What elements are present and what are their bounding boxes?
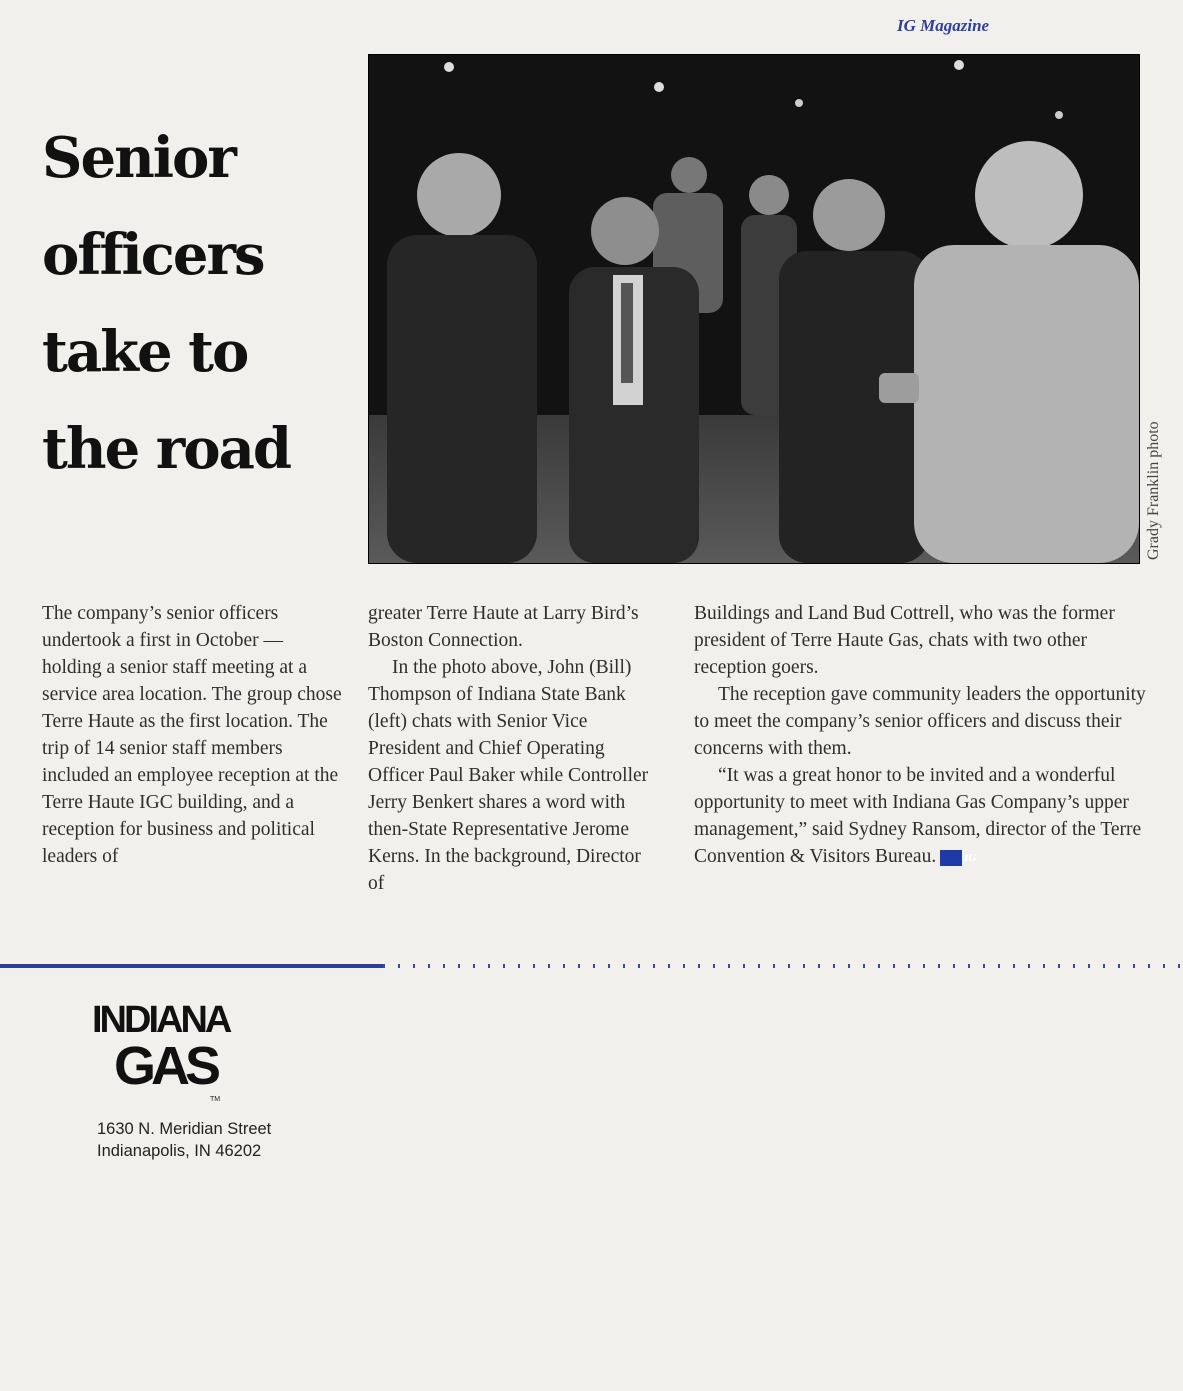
trademark-mark: TM <box>210 1096 221 1103</box>
masthead: IG Magazine <box>897 16 990 35</box>
divider-solid <box>0 964 383 968</box>
column-2-paragraph-2: In the photo above, John (Bill) Thompson of Indiana State Bank (left) chats with Senior Vice President and Chief Operating Officer Paul Baker while Controller Jerry Benkert shares a word with then-State Representative Jerome Kerns. In the background, Director of <box>368 657 649 894</box>
column-1-paragraph-1: The company’s senior officers undertook a first in October — holding a senior staff meeting at a service area location. The group chose Terre Haute as the first location. The trip of 14 senior staff members included an employee reception at the Terre Haute IGC building, and a reception for business and political leaders of <box>42 603 342 867</box>
reception-photo-illustration <box>369 55 1139 563</box>
reception-photo <box>368 54 1140 564</box>
address-street: 1630 N. Meridian Street <box>97 1120 272 1138</box>
divider-dashed <box>383 964 1183 968</box>
column-2-paragraph-1: greater Terre Haute at Larry Bird’s Boston Connection. <box>368 603 639 651</box>
article-column-2 <box>368 600 658 897</box>
headline-line-2: officers <box>42 222 264 288</box>
column-3-paragraph-3-text: “It was a great honor to be invited and a wonderful opportunity to meet with Indiana Gas Company’s upper management,” said Sydney Ransom, director of the Terre Convention & Visitors Bureau. <box>694 765 1142 867</box>
headline-line-3: take to <box>42 319 248 385</box>
logo-text-indiana: INDIANA <box>92 999 230 1041</box>
headline-line-1: Senior <box>42 125 235 191</box>
ig-end-mark-icon: IG <box>940 850 962 866</box>
logo-text-gas: GAS <box>114 1036 217 1096</box>
address-city: Indianapolis, IN 46202 <box>97 1142 262 1160</box>
column-3-paragraph-1: Buildings and Land Bud Cottrell, who was the former president of Terre Haute Gas, chats with two other reception goers. <box>694 603 1115 678</box>
indiana-gas-logo <box>92 1000 252 1110</box>
headline <box>42 110 362 498</box>
photo-credit: Grady Franklin photo <box>1145 421 1162 560</box>
column-3-paragraph-2: The reception gave community leaders the opportunity to meet the company’s senior officers and discuss their concerns with them. <box>694 684 1146 759</box>
article-column-1 <box>42 600 346 870</box>
mailing-address <box>97 1118 271 1162</box>
column-3-paragraph-3 <box>694 762 1160 870</box>
headline-line-4: the road <box>42 416 291 482</box>
article-column-3 <box>694 600 1160 870</box>
